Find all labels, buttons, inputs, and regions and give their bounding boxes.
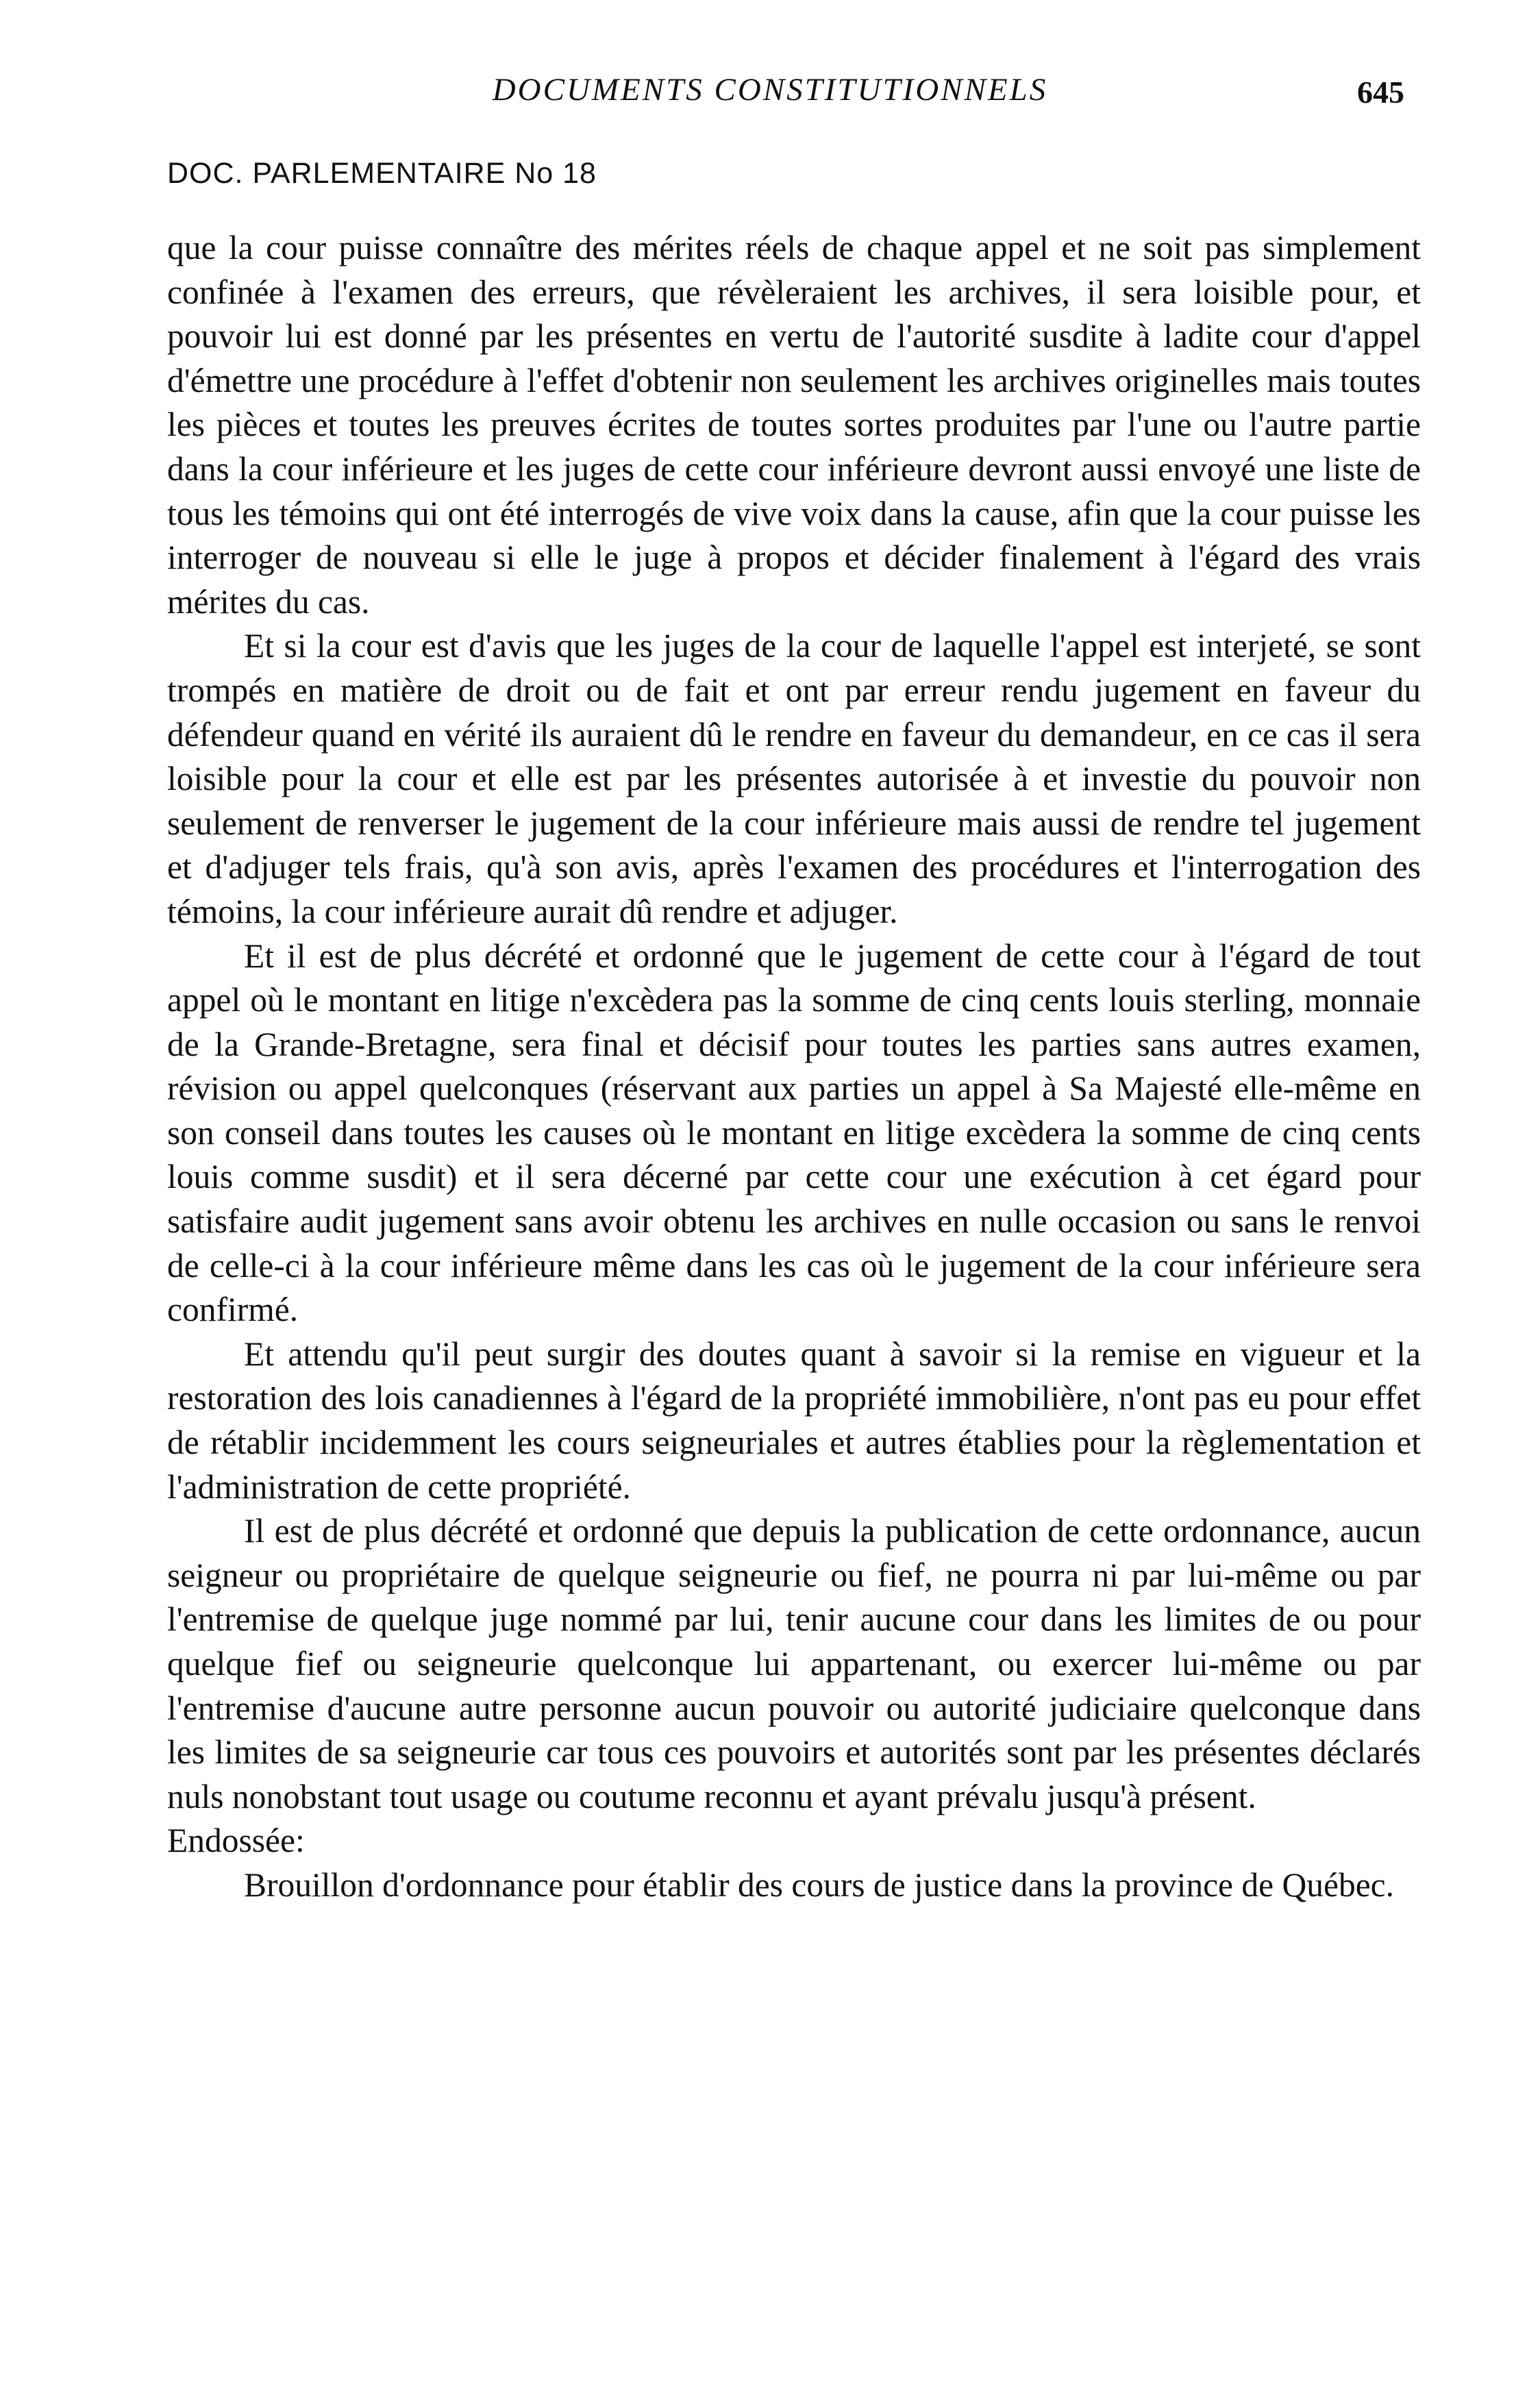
paragraph-2: Et si la cour est d'avis que les juges de la cour de laquelle l'appel est interjeté, se sont trompés en matière de droit ou de fait et ont par erreur rendu jugement en faveur du défendeur quand en vérité ils auraient dû le rendre en faveur du demandeur, en ce cas il sera loisible pour la cour et elle est par les présentes autorisée à et investie du pouvoir non seulement de renverser le jugement de la cour inférieure mais aussi de rendre tel jugement et d'adjuger tels frais, qu'à son avis, après l'examen des procédures et l'interrogation des témoins, la cour inférieure aurait dû rendre et adjuger. <box>167 627 1421 930</box>
paragraph-4: Et attendu qu'il peut surgir des doutes quant à savoir si la remise en vigueur et la restoration des lois canadiennes à l'égard de la propriété immobilière, n'ont pas eu pour effet de rétablir incidemment les cours seigneuriales et autres établies pour la règlementation et l'administration de cette propriété. <box>167 1335 1421 1506</box>
endorsement-text: Brouillon d'ordonnance pour établir des cours de justice dans la province de Québec. <box>244 1865 1395 1904</box>
document-label: DOC. PARLEMENTAIRE No 18 <box>167 157 597 190</box>
paragraph-1: que la cour puisse connaître des mérites réels de chaque appel et ne soit pas simplement confinée à l'examen des erreurs, que révèleraient les archives, il sera loisible pour, et pouvoir lui est donné par les présentes en vertu de l'autorité susdite à ladite cour d'appel d'émettre une procédure à l'effet d'obtenir non seulement les archives originelles mais toutes les pièces et toutes les preuves écrites de toutes sortes produites par l'une ou l'autre partie dans la cour inférieure et les juges de cette cour inférieure devront aussi envoyé une liste de tous les témoins qui ont été interrogés de vive voix dans la cause, afin que la cour puisse les interroger de nouveau si elle le juge à propos et décider finalement à l'égard des vrais mérites du cas. <box>167 229 1421 621</box>
running-title: DOCUMENTS CONSTITUTIONNELS <box>492 72 1048 108</box>
paragraph-3: Et il est de plus décrété et ordonné que le jugement de cette cour à l'égard de tout appel où le montant en litige n'excèdera pas la somme de cinq cents louis sterling, monnaie de la Grande-Bretagne, sera final et décisif pour toutes les parties sans autres examen, révision ou appel quelconques (réservant aux parties un appel à Sa Majesté elle-même en son conseil dans toutes les causes où le montant en litige excèdera la somme de cinq cents louis comme susdit) et il sera décerné par cette cour une exécution à cet égard pour satisfaire audit jugement sans avoir obtenu les archives en nulle occasion ou sans le renvoi de celle-ci à la cour inférieure même dans les cas où le jugement de la cour inférieure sera confirmé. <box>167 936 1421 1329</box>
paragraph-5: Il est de plus décrété et ordonné que depuis la publication de cette ordonnance, aucun seigneur ou propriétaire de quelque seigneurie ou fief, ne pourra ni par lui-même ou par l'entremise de quelque juge nommé par lui, tenir aucune cour dans les limites de ou pour quelque fief ou seigneurie quelconque lui appartenant, ou exercer lui-même ou par l'entremise d'aucune autre personne aucun pouvoir ou autorité judiciaire quelconque dans les limites de sa seigneurie car tous ces pouvoirs et autorités sont par les présentes déclarés nuls nonobstant tout usage ou coutume reconnu et ayant prévalu jusqu'à présent. <box>167 1512 1421 1815</box>
endorsement-label: Endossée: <box>167 1822 305 1860</box>
page-number: 645 <box>1357 75 1404 110</box>
body-text <box>167 226 1421 1908</box>
